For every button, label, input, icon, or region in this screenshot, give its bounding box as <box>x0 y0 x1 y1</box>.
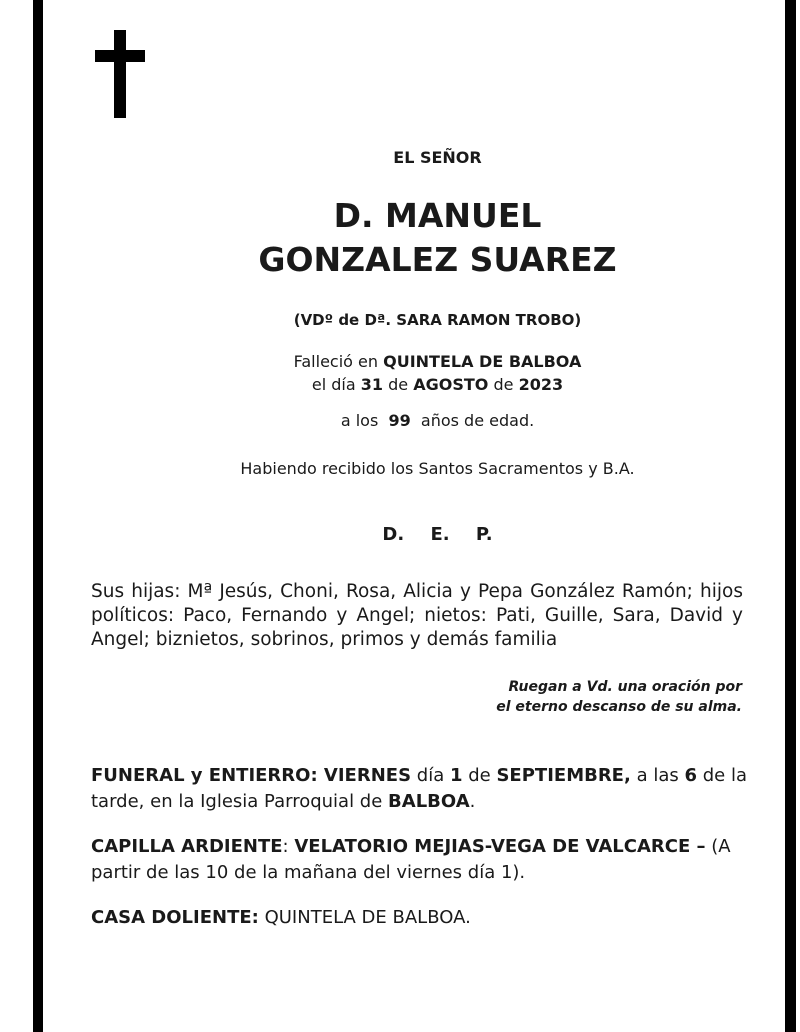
prayer-line-2: el eterno descanso de su alma. <box>496 699 742 715</box>
dep-line: D. E. P. <box>382 524 493 545</box>
funeral-label: FUNERAL y ENTIERRO: VIERNES <box>91 765 412 786</box>
capilla-venue: VELATORIO MEJIAS-VEGA DE VALCARCE – <box>294 836 706 857</box>
casa-label: CASA DOLIENTE: <box>91 907 259 928</box>
death-month: AGOSTO <box>413 375 489 394</box>
capilla-label: CAPILLA ARDIENTE <box>91 836 283 857</box>
widow-note: (VDº de Dª. SARA RAMON TROBO) <box>293 311 582 329</box>
name-line-1: D. MANUEL <box>333 196 542 235</box>
age-years: 99 <box>388 411 411 430</box>
honorific: EL SEÑOR <box>393 148 482 167</box>
deceased-name <box>60 194 800 282</box>
funeral-place: BALBOA <box>388 791 470 812</box>
name-line-2: GONZALEZ SUAREZ <box>258 240 617 279</box>
death-date-line: el día 31 de AGOSTO de 2023 <box>311 375 564 394</box>
left-border <box>33 0 43 1032</box>
family-text: Sus hijas: Mª Jesús, Choni, Rosa, Alicia y Pepa González Ramón; hijos políticos: Paco, Fernando y Angel; nietos: Pati, Guille, Sara, David y Angel; biznietos, sobrinos, primos y demás familia <box>91 581 743 650</box>
death-day: 31 <box>360 375 384 394</box>
death-place: QUINTELA DE BALBOA <box>383 352 582 371</box>
sacraments-line: Habiendo recibido los Santos Sacramentos y B.A. <box>240 459 635 478</box>
prayer-line-1: Ruegan a Vd. una oración por <box>508 679 742 695</box>
capilla-info: CAPILLA ARDIENTE: VELATORIO MEJIAS-VEGA DE VALCARCE – (A partir de las 10 de la mañana del viernes día 1). <box>91 836 731 883</box>
cross-icon <box>95 30 145 118</box>
death-year: 2023 <box>518 375 564 394</box>
prayer-request <box>496 677 742 717</box>
death-place-line: Falleció en QUINTELA DE BALBOA <box>293 352 582 371</box>
age-line: a los 99 años de edad. <box>340 411 535 430</box>
casa-info: CASA DOLIENTE: QUINTELA DE BALBOA. <box>91 907 471 928</box>
funeral-info: FUNERAL y ENTIERRO: VIERNES día 1 de SEPTIEMBRE, a las 6 de la tarde, en la Iglesia Parroquial de BALBOA. <box>91 765 747 812</box>
